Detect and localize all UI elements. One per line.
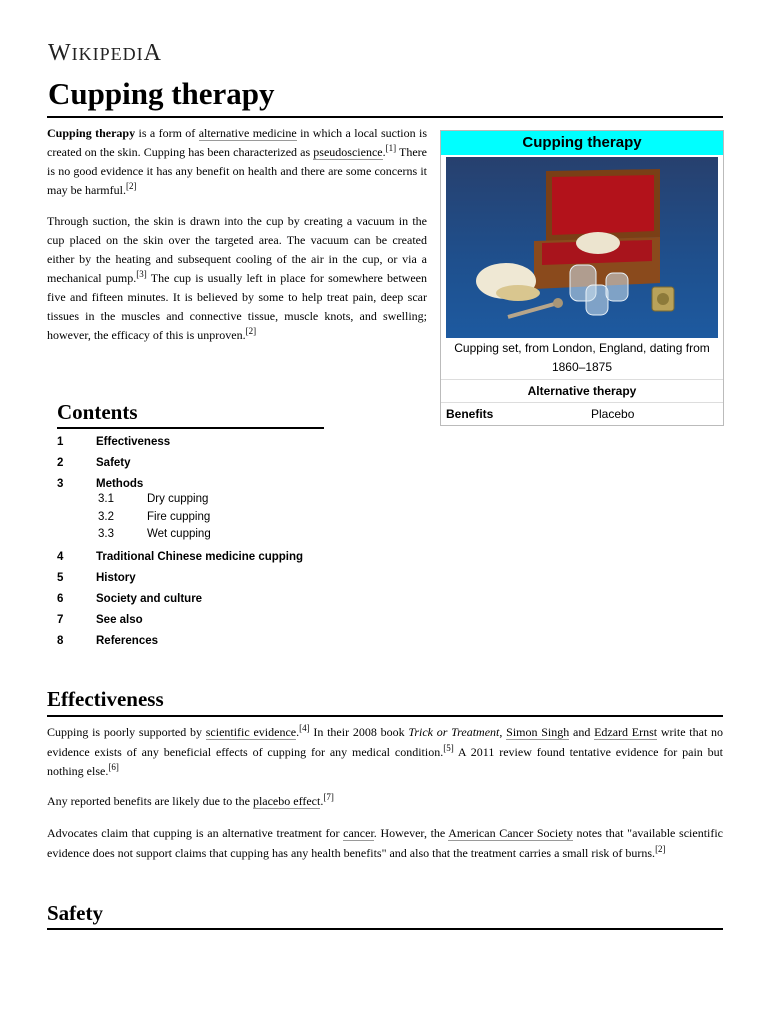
toc-subitem-num[interactable]: 3.3 <box>98 528 114 540</box>
section-heading-effectiveness: Effectiveness <box>47 687 164 711</box>
link-simon-singh[interactable]: Simon Singh <box>506 725 570 739</box>
infobox-title: Cupping therapy <box>441 131 723 155</box>
contents-rule <box>57 427 324 429</box>
toc-item-1[interactable]: 1 <box>57 436 64 448</box>
toc-item-5[interactable]: 5 <box>57 572 64 584</box>
infobox-image[interactable] <box>446 157 718 338</box>
toc-item-3[interactable]: 3 <box>57 478 64 490</box>
citation[interactable]: [2] <box>245 326 257 336</box>
link-cancer[interactable]: cancer <box>343 826 374 840</box>
infobox-row-value: Placebo <box>591 407 635 421</box>
section-rule <box>47 715 723 717</box>
citation[interactable]: [2] <box>655 843 666 854</box>
toc-item-6[interactable]: 6 <box>57 593 64 605</box>
toc-item-8[interactable]: 8 <box>57 635 64 647</box>
cloth-in-box <box>576 232 620 254</box>
link-trick-or-treatment[interactable]: Trick or Treatment <box>408 725 500 739</box>
toc-item-7[interactable]: 7 <box>57 614 64 626</box>
citation[interactable]: [2] <box>125 181 137 191</box>
toc-link-history[interactable]: History <box>96 572 136 584</box>
citation[interactable]: [4] <box>299 723 310 733</box>
link-edzard-ernst[interactable]: Edzard Ernst <box>594 725 658 739</box>
citation[interactable]: [1] <box>385 143 397 153</box>
effectiveness-paragraph-2: Any reported benefits are likely due to the placebo effect.[7] <box>47 792 334 808</box>
infobox-row-label: Benefits <box>446 407 494 421</box>
infobox-caption: Cupping set, from London, England, dating from 1860–1875 <box>454 341 710 374</box>
contents-heading: Contents <box>57 400 138 424</box>
toc-subitem-num[interactable]: 3.1 <box>98 493 114 505</box>
toc-link-wet-cupping[interactable]: Wet cupping <box>147 528 211 540</box>
wikipedia-logo[interactable]: WIKIPEDIA <box>48 40 162 66</box>
toc-link-references[interactable]: References <box>96 635 159 647</box>
citation[interactable]: [7] <box>323 792 334 802</box>
intro-paragraph-2: Through suction, the skin is drawn into the cup by creating a vacuum in the cup placed on the skin over the targeted area. The vacuum can be created either by the heating and subsequent cooling of the air in the cup, or via a mechanical pump.[3] The cup is usually left in place for somewhere between five and fifteen minutes. It is believed by some to help treat pain, deep scar tissues in the muscles and connective tissue, muscle knots, and swelling; however, the efficacy of this is unproven.[2] <box>47 214 428 342</box>
infobox-section-header: Alternative therapy <box>441 379 723 402</box>
toc-subitem-num[interactable]: 3.2 <box>98 511 114 523</box>
toc-link-see-also[interactable]: See also <box>96 614 143 626</box>
link-scientific-evidence[interactable]: scientific evidence <box>205 725 297 739</box>
infobox-row-benefits <box>441 402 723 425</box>
link-alternative-medicine[interactable]: alternative medicine <box>198 126 297 140</box>
toc-link-tcm-cupping[interactable]: Traditional Chinese medicine cupping <box>96 551 304 563</box>
citation[interactable]: [5] <box>443 742 454 753</box>
toc-link-society[interactable]: Society and culture <box>96 593 203 605</box>
link-pseudoscience[interactable]: pseudoscience <box>313 145 383 159</box>
toc-link-fire-cupping[interactable]: Fire cupping <box>147 511 211 523</box>
citation[interactable]: [3] <box>136 269 147 279</box>
toc-link-safety[interactable]: Safety <box>96 457 131 469</box>
citation[interactable]: [6] <box>108 762 119 772</box>
toc-link-dry-cupping[interactable]: Dry cupping <box>147 493 209 505</box>
section-heading-safety: Safety <box>47 901 103 925</box>
toc-item-4[interactable]: 4 <box>57 551 64 563</box>
page-title: Cupping therapy <box>48 76 275 111</box>
cupping-set-illustration <box>446 157 718 338</box>
scarificator-dial <box>657 293 669 305</box>
rod-knob <box>553 298 563 308</box>
link-american-cancer-society[interactable]: American Cancer Society <box>448 826 573 840</box>
title-rule <box>47 116 723 118</box>
lead-term: Cupping therapy <box>47 126 136 140</box>
toc-item-2[interactable]: 2 <box>57 457 64 469</box>
intro-paragraph-1: Cupping therapy is a form of alternative medicine in which a local suction is created on the skin. Cupping has been characterized as pseudoscience.[1] There is no good evidence it has any benefit on health and there are some concerns it may be harmful.[2] <box>47 126 427 197</box>
glass-cup-2 <box>586 285 608 315</box>
effectiveness-paragraph-3: Advocates claim that cupping is an alternative treatment for cancer. However, the American Cancer Society notes that "available scientific evidence does not support claims that cupping has any health benefits" and also that the treatment carries a small risk of burns.[2] <box>47 826 724 860</box>
cloth-fringe <box>496 285 540 301</box>
section-rule <box>47 928 723 930</box>
glass-cup-3 <box>606 273 628 301</box>
lid-lining <box>552 175 654 235</box>
link-placebo-effect[interactable]: placebo effect <box>252 794 321 808</box>
metal-rod <box>508 303 558 317</box>
toc-link-methods[interactable]: Methods <box>96 478 144 490</box>
effectiveness-paragraph-1: Cupping is poorly supported by scientific evidence.[4] In their 2008 book Trick or Treatment, Simon Singh and Edzard Ernst write that no evidence exists of any beneficial effects of cupping for any medical condition.[5] A 2011 review found tentative evidence for pain but nothing else.[6] <box>47 723 724 778</box>
toc-link-effectiveness[interactable]: Effectiveness <box>96 436 171 448</box>
infobox <box>440 130 724 426</box>
